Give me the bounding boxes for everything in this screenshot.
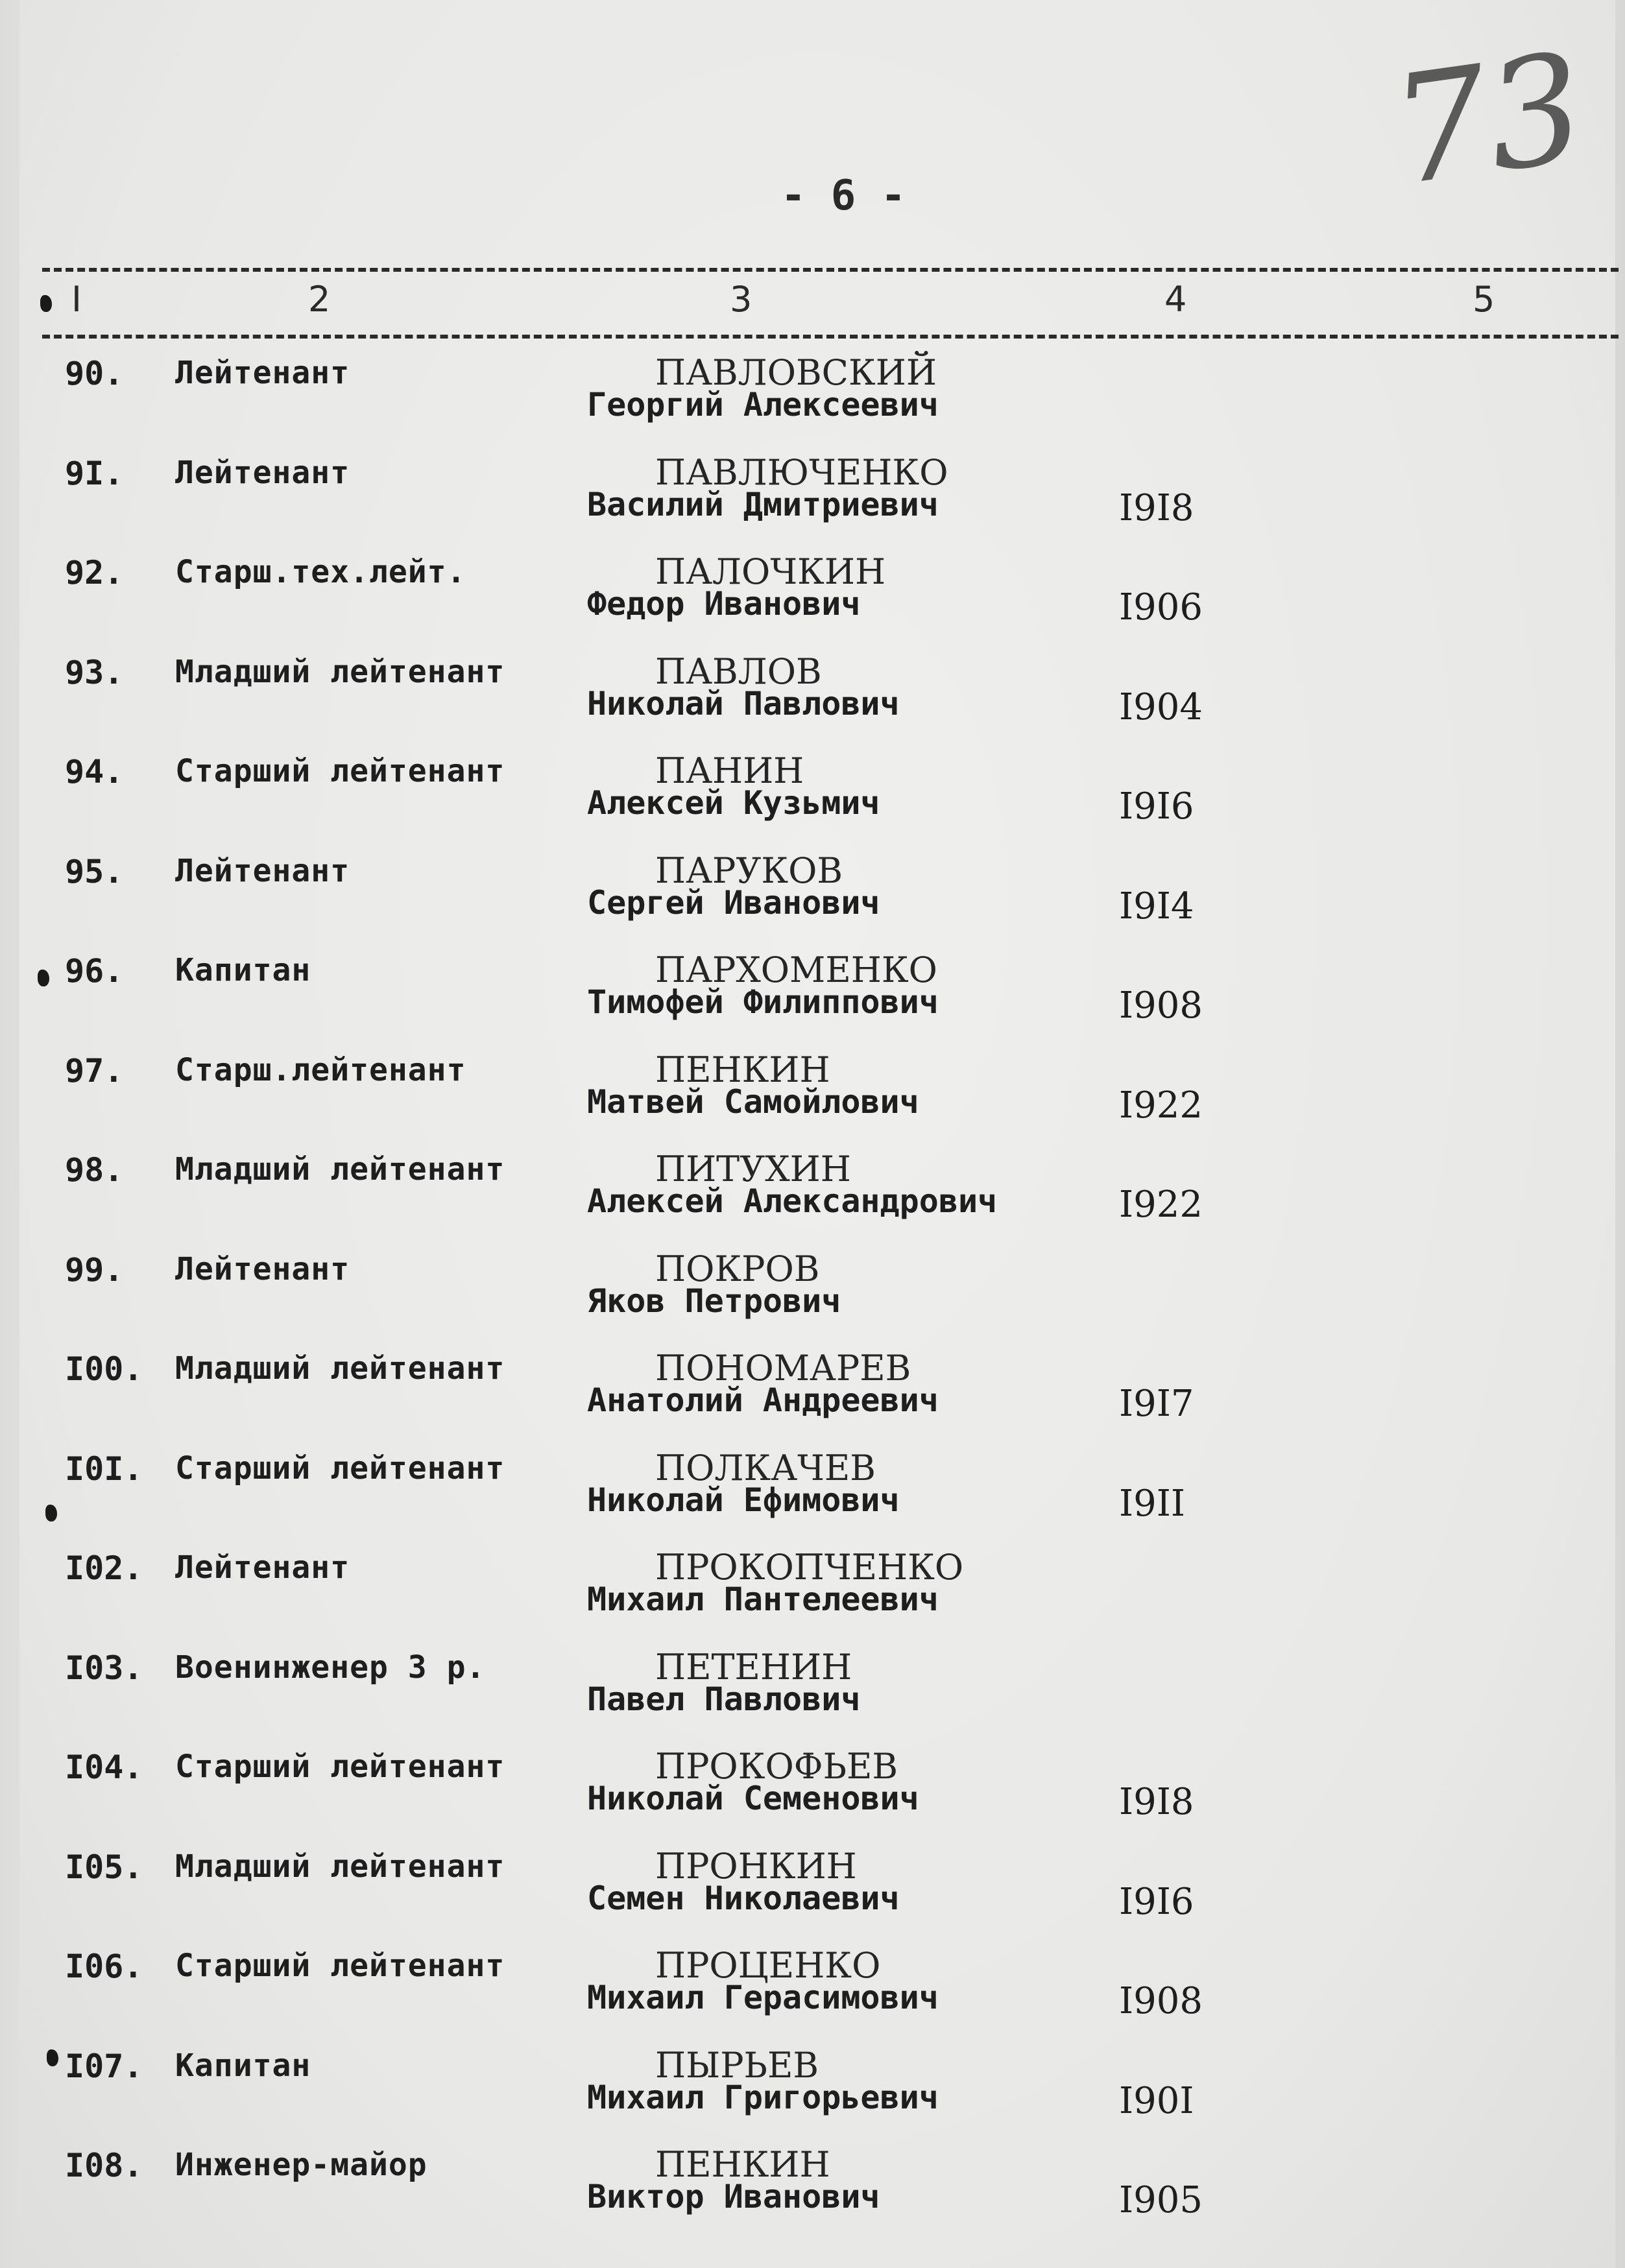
entry-number: 92.: [65, 554, 124, 591]
column-header-5: 5: [1473, 279, 1495, 320]
entry-birth-year: I9I6: [1119, 785, 1194, 828]
column-header-2: 2: [308, 279, 331, 320]
handwritten-archive-number: 73: [1382, 21, 1595, 219]
entry-birth-year: I9I8: [1119, 1781, 1194, 1823]
list-item: [0, 1933, 1625, 2031]
entry-number: 95.: [65, 852, 124, 890]
entry-birth-year: I906: [1119, 586, 1203, 628]
entry-rank: Военинженер 3 р.: [175, 1649, 486, 1686]
entry-birth-year: I90I: [1119, 2079, 1194, 2122]
entry-given-name: Михаил Пантелеевич: [587, 1581, 939, 1618]
list-item: [0, 1137, 1625, 1234]
page-number: - 6 -: [780, 172, 906, 220]
header-top-rule: [42, 268, 1619, 272]
entry-rank: Капитан: [175, 2047, 311, 2084]
entry-number: I03.: [65, 1649, 143, 1687]
list-item: [0, 1336, 1625, 1433]
list-item: [0, 2132, 1625, 2230]
entry-rank: Лейтенант: [175, 355, 350, 391]
entry-given-name: Семен Николаевич: [587, 1879, 900, 1917]
entry-given-name: Георгий Алексеевич: [587, 386, 939, 424]
entry-number: 94.: [65, 753, 124, 791]
entry-given-name: Алексей Кузьмич: [587, 784, 880, 822]
entry-rank: Старш.тех.лейт.: [175, 554, 466, 590]
entry-number: 97.: [65, 1051, 124, 1090]
entry-birth-year: I908: [1119, 1980, 1203, 2022]
entry-surname: ПАВЛОВ: [655, 651, 822, 692]
entry-birth-year: I908: [1119, 985, 1203, 1027]
entry-rank: Старший лейтенант: [175, 1948, 505, 1984]
entry-surname: ПРОНКИН: [655, 1845, 857, 1887]
entry-rank: Капитан: [175, 952, 311, 988]
entry-surname: ПРОКОПЧЕНКО: [655, 1547, 964, 1588]
entry-given-name: Сергей Иванович: [587, 883, 880, 922]
entry-rank: Лейтенант: [175, 454, 350, 491]
entry-given-name: Тимофей Филиппович: [587, 983, 939, 1021]
entry-surname: ПОКРОВ: [655, 1248, 820, 1289]
list-item: [0, 839, 1625, 936]
list-item: [0, 1834, 1625, 1931]
entry-given-name: Михаил Герасимович: [587, 1979, 939, 2016]
entry-number: I07.: [65, 2047, 143, 2085]
entry-number: 96.: [65, 952, 124, 990]
list-item: [0, 1535, 1625, 1632]
list-item: [0, 2033, 1625, 2131]
entry-given-name: Федор Иванович: [587, 585, 861, 623]
list-item: [0, 1038, 1625, 1135]
entry-birth-year: I9I8: [1119, 486, 1194, 529]
entry-number: 93.: [65, 653, 124, 691]
entry-number: I05.: [65, 1848, 143, 1886]
entry-rank: Младший лейтенант: [175, 1848, 505, 1885]
entry-birth-year: I922: [1119, 1084, 1203, 1127]
list-item: [0, 1635, 1625, 1732]
entry-birth-year: I9II: [1119, 1482, 1185, 1525]
entry-surname: ПАРУКОВ: [655, 850, 843, 891]
entry-number: 98.: [65, 1151, 124, 1189]
entry-birth-year: I9I7: [1119, 1383, 1194, 1425]
entry-number: I02.: [65, 1549, 143, 1587]
column-header-1: I: [71, 279, 82, 320]
entry-surname: ПРОЦЕНКО: [655, 1945, 881, 1986]
entry-given-name: Николай Павлович: [587, 684, 900, 722]
entry-surname: ПАНИН: [655, 750, 804, 791]
entry-birth-year: I9I4: [1119, 885, 1194, 927]
entry-surname: ПАРХОМЕНКО: [655, 949, 937, 990]
entry-number: I0I.: [65, 1450, 143, 1488]
entry-surname: ПЕТЕНИН: [655, 1646, 852, 1688]
list-item: [0, 340, 1625, 438]
entry-rank: Старш.лейтенант: [175, 1051, 466, 1088]
entry-number: 9I.: [65, 454, 124, 492]
list-item: [0, 739, 1625, 836]
entry-given-name: Алексей Александрович: [587, 1182, 998, 1220]
entry-rank: Инженер-майор: [175, 2147, 427, 2183]
entry-rank: Младший лейтенант: [175, 1151, 505, 1188]
entry-rank: Младший лейтенант: [175, 653, 505, 690]
entry-birth-year: I922: [1119, 1184, 1203, 1226]
entry-given-name: Павел Павлович: [587, 1680, 861, 1718]
entry-surname: ПЕНКИН: [655, 2144, 830, 2185]
entry-number: I04.: [65, 1749, 143, 1786]
list-item: [0, 938, 1625, 1035]
entry-birth-year: I905: [1119, 2179, 1203, 2221]
entry-rank: Старший лейтенант: [175, 1450, 505, 1486]
entry-number: 99.: [65, 1250, 124, 1289]
entry-birth-year: I9I6: [1119, 1880, 1194, 1923]
list-item: [0, 1237, 1625, 1334]
entry-rank: Лейтенант: [175, 852, 350, 889]
entry-birth-year: I904: [1119, 686, 1203, 728]
list-item: [0, 540, 1625, 637]
entry-rank: Старший лейтенант: [175, 1749, 505, 1785]
entry-number: I08.: [65, 2147, 143, 2184]
entry-number: I00.: [65, 1350, 143, 1388]
entry-number: 90.: [65, 355, 124, 392]
entry-rank: Лейтенант: [175, 1549, 350, 1586]
entry-surname: ПАЛОЧКИН: [655, 551, 886, 592]
entry-surname: ПЫРЬЕВ: [655, 2044, 819, 2086]
entry-surname: ПОНОМАРЕВ: [655, 1348, 911, 1389]
entry-given-name: Виктор Иванович: [587, 2178, 880, 2215]
entry-given-name: Николай Ефимович: [587, 1481, 900, 1519]
entry-surname: ПОЛКАЧЕВ: [655, 1447, 876, 1488]
entry-number: I06.: [65, 1948, 143, 1985]
entry-surname: ПЕНКИН: [655, 1049, 830, 1090]
list-item: [0, 1436, 1625, 1533]
entry-rank: Младший лейтенант: [175, 1350, 505, 1387]
column-header-3: 3: [730, 279, 752, 320]
entry-given-name: Матвей Самойлович: [587, 1082, 919, 1121]
header-bottom-rule: [42, 335, 1619, 339]
entry-given-name: Яков Петрович: [587, 1282, 841, 1320]
entry-given-name: Василий Дмитриевич: [587, 485, 939, 523]
entry-given-name: Николай Семенович: [587, 1780, 919, 1817]
entry-rank: Старший лейтенант: [175, 753, 505, 789]
list-item: [0, 440, 1625, 538]
column-header-row: [0, 279, 1625, 324]
entry-surname: ПАВЛЮЧЕНКО: [655, 451, 948, 493]
list-item: [0, 1734, 1625, 1832]
entry-given-name: Анатолий Андреевич: [587, 1381, 939, 1419]
list-item: [0, 639, 1625, 737]
entry-surname: ПРОКОФЬЕВ: [655, 1746, 898, 1787]
entry-surname: ПАВЛОВСКИЙ: [655, 352, 937, 393]
entry-rank: Лейтенант: [175, 1250, 350, 1287]
margin-ink-mark: [40, 295, 52, 312]
entry-given-name: Михаил Григорьевич: [587, 2078, 939, 2116]
column-header-4: 4: [1164, 279, 1187, 320]
entry-surname: ПИТУХИН: [655, 1149, 851, 1189]
